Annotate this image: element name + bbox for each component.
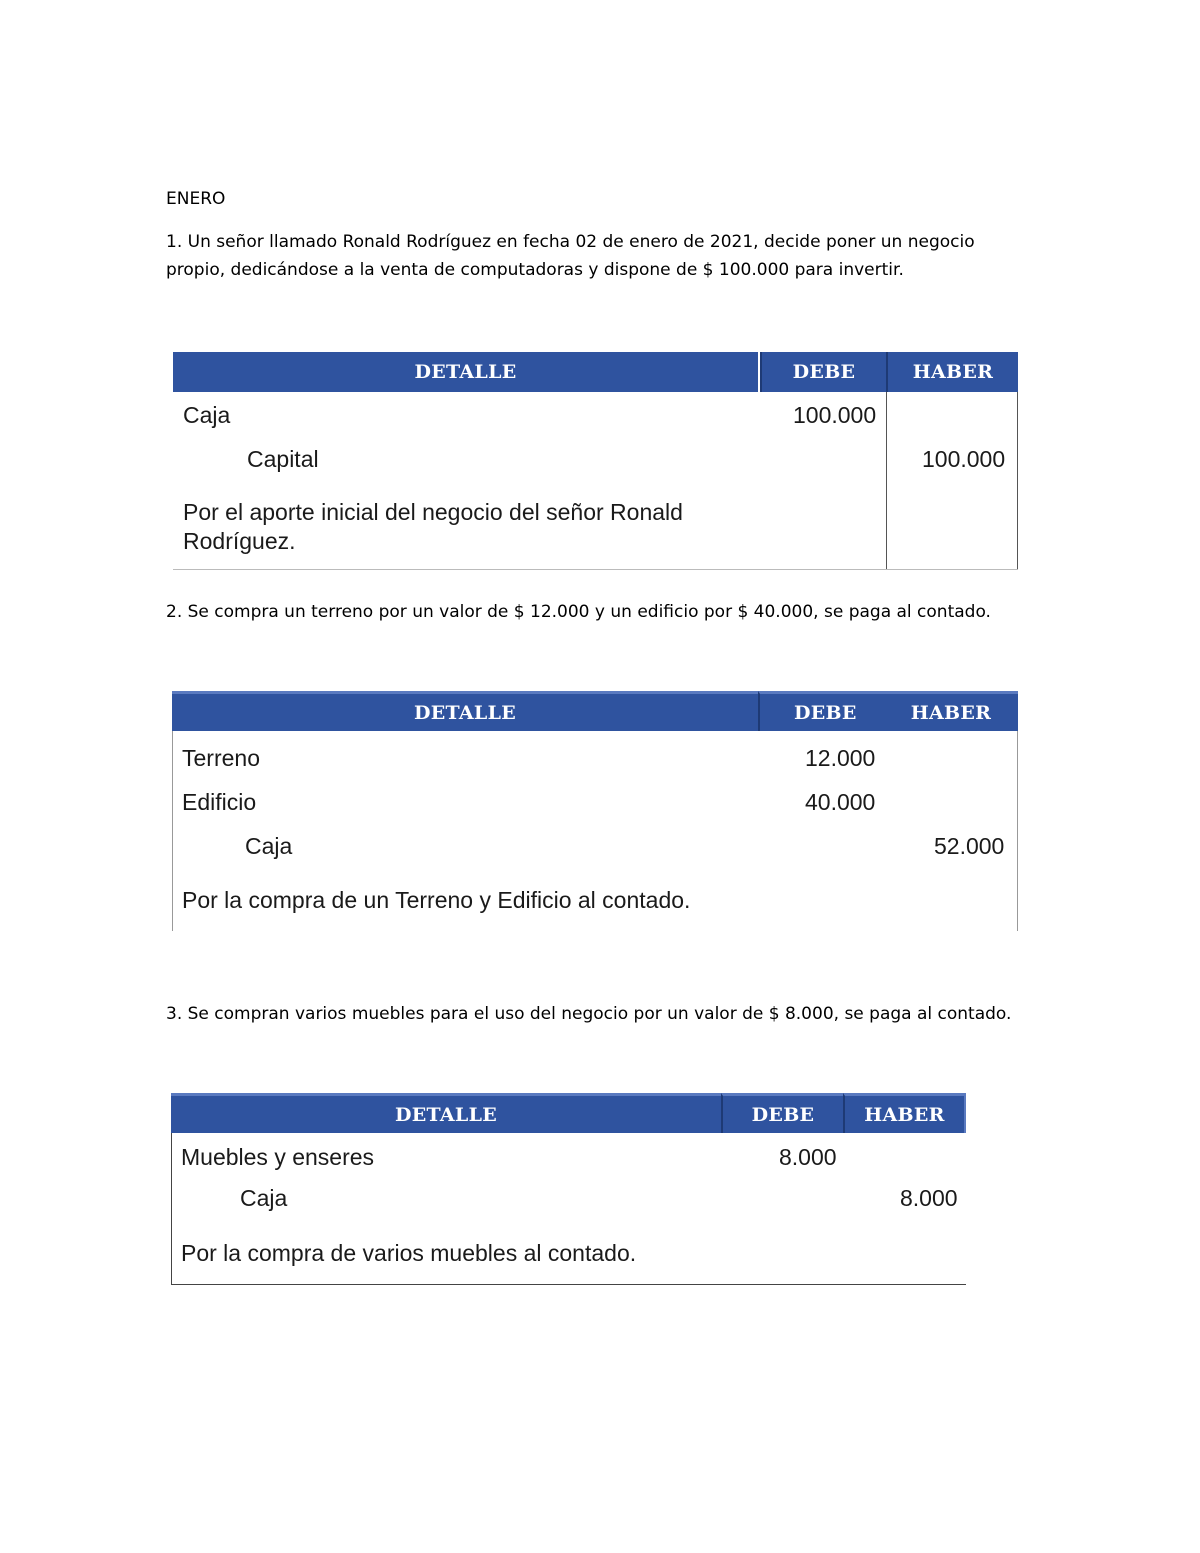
debe-value: 40.000 bbox=[805, 789, 876, 815]
header-debe: DEBE bbox=[760, 352, 886, 392]
entry-2-statement: 2. Se compra un terreno por un valor de $ 12.000 y un edificio por $ 40.000, se paga al contado. bbox=[166, 602, 991, 622]
haber-value: 100.000 bbox=[922, 446, 1006, 472]
journal-table-3 bbox=[171, 1093, 966, 1287]
haber-value: 52.000 bbox=[934, 833, 1005, 859]
haber-value: 8.000 bbox=[900, 1185, 958, 1211]
description: Por la compra de un Terreno y Edificio al contado. bbox=[182, 887, 691, 913]
entry-3-statement: 3. Se compran varios muebles para el uso del negocio por un valor de $ 8.000, se paga al contado. bbox=[166, 1004, 1012, 1024]
debe-value: 12.000 bbox=[805, 745, 876, 771]
header-haber: HABER bbox=[886, 352, 1018, 392]
header-debe-haber bbox=[758, 691, 1018, 731]
bottom-border bbox=[173, 569, 1018, 570]
left-border bbox=[171, 1133, 172, 1285]
header-detalle: DETALLE bbox=[173, 352, 758, 392]
entry-1-statement-line-2: propio, dedicándose a la venta de computadoras y dispone de $ 100.000 para invertir. bbox=[166, 260, 904, 280]
description-line-1: Por el aporte inicial del negocio del señor Ronald bbox=[183, 499, 683, 525]
header-detalle: DETALLE bbox=[172, 691, 758, 731]
journal-table-1 bbox=[173, 352, 1018, 570]
account-caja: Caja bbox=[183, 402, 231, 428]
left-border bbox=[172, 731, 173, 931]
header-debe: DEBE bbox=[721, 1093, 843, 1133]
header-detalle: DETALLE bbox=[171, 1093, 721, 1133]
entry-1-statement-line-1: 1. Un señor llamado Ronald Rodríguez en fecha 02 de enero de 2021, decide poner un negocio bbox=[166, 232, 975, 252]
account-caja: Caja bbox=[240, 1185, 288, 1211]
account-caja: Caja bbox=[245, 833, 293, 859]
bottom-border bbox=[171, 1284, 966, 1285]
debe-value: 8.000 bbox=[779, 1144, 837, 1170]
account-terreno: Terreno bbox=[182, 745, 260, 771]
account-edificio: Edificio bbox=[182, 789, 257, 815]
right-border bbox=[1017, 392, 1018, 570]
column-divider bbox=[886, 392, 887, 570]
header-debe: DEBE bbox=[794, 701, 857, 724]
header-haber: HABER bbox=[910, 701, 992, 724]
right-border bbox=[1017, 731, 1018, 931]
journal-table-2 bbox=[172, 691, 1018, 931]
account-capital: Capital bbox=[247, 446, 319, 472]
account-muebles: Muebles y enseres bbox=[181, 1144, 375, 1170]
debe-value: 100.000 bbox=[793, 402, 877, 428]
description: Por la compra de varios muebles al contado. bbox=[181, 1240, 637, 1266]
description-line-2: Rodríguez. bbox=[183, 528, 296, 554]
header-haber: HABER bbox=[843, 1093, 966, 1133]
month-heading: ENERO bbox=[166, 189, 226, 209]
